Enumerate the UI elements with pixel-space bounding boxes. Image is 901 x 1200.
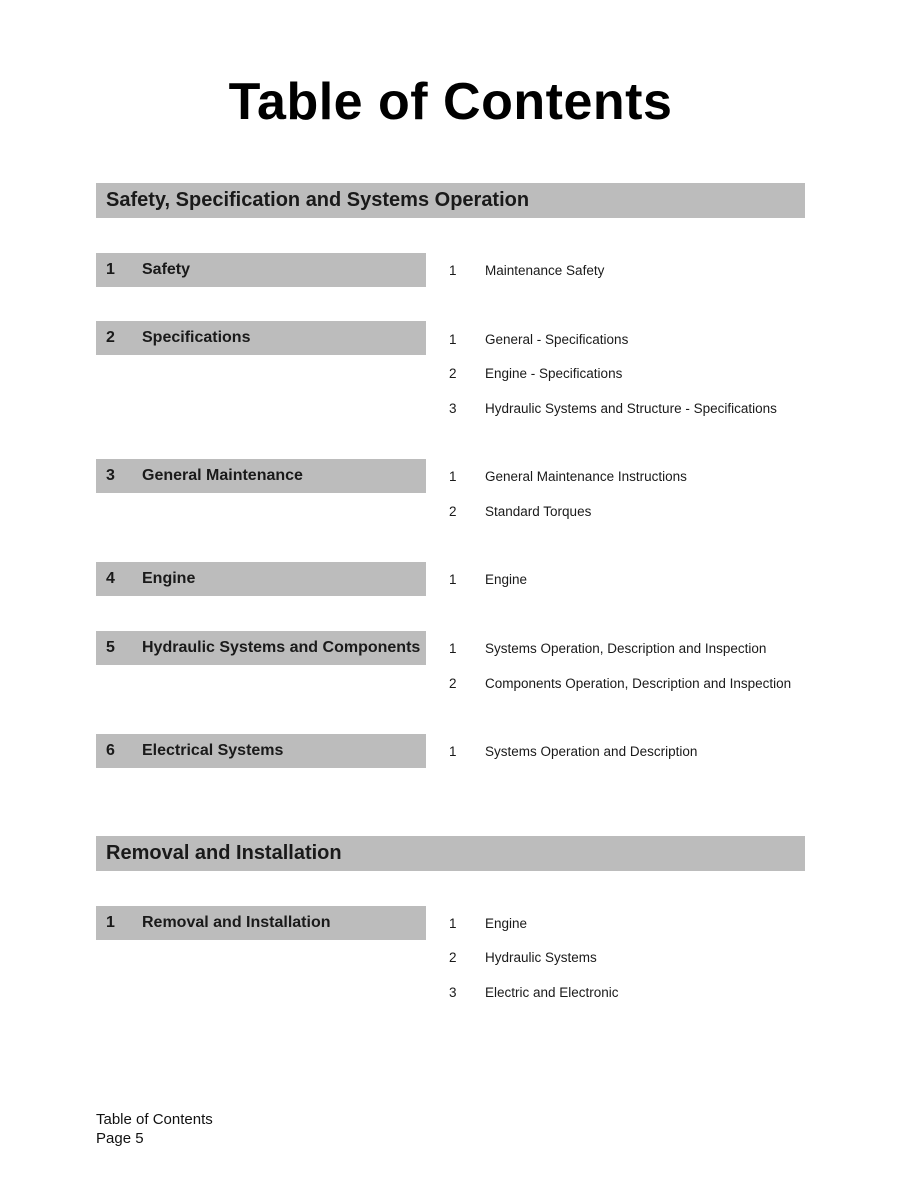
toc-entry[interactable] — [449, 260, 604, 280]
chapter-heading-general-maintenance[interactable] — [96, 459, 426, 493]
entry-number: 1 — [449, 640, 457, 656]
footer-page-number: Page 5 — [96, 1130, 144, 1147]
chapter-number: 3 — [106, 467, 115, 484]
toc-entry[interactable] — [449, 569, 527, 589]
toc-entry[interactable] — [449, 363, 622, 383]
chapter-heading-safety[interactable] — [96, 253, 426, 287]
entry-number: 3 — [449, 400, 457, 416]
entry-label: Electric and Electronic — [485, 984, 619, 1000]
entry-label: Engine — [485, 571, 528, 587]
entry-number: 2 — [449, 365, 457, 381]
entry-label: Hydraulic Systems — [485, 949, 597, 965]
toc-entry[interactable] — [449, 329, 628, 349]
chapter-number: 5 — [106, 639, 115, 656]
entry-number: 2 — [449, 503, 457, 519]
chapter-heading-electrical-systems[interactable] — [96, 734, 426, 768]
entry-label: Components Operation, Description and Inspection — [485, 675, 792, 691]
chapter-label: Specifications — [142, 329, 251, 346]
page-title: Table of Contents — [228, 73, 673, 131]
toc-entry[interactable] — [449, 638, 766, 658]
chapter-label: Electrical Systems — [142, 742, 284, 759]
toc-entry[interactable] — [449, 741, 697, 761]
chapter-heading-hydraulic-systems[interactable] — [96, 631, 426, 665]
entry-number: 2 — [449, 949, 457, 965]
chapter-label: Safety — [142, 261, 191, 278]
chapter-label: Hydraulic Systems and Components — [142, 639, 421, 656]
toc-entry[interactable] — [449, 501, 591, 521]
entry-label: General Maintenance Instructions — [485, 468, 687, 484]
entry-label: Hydraulic Systems and Structure - Specifications — [485, 400, 777, 416]
entry-number: 1 — [449, 915, 457, 931]
entry-number: 3 — [449, 984, 457, 1000]
entry-number: 1 — [449, 743, 457, 759]
entry-label: Maintenance Safety — [485, 262, 605, 278]
page-footer — [96, 1110, 213, 1148]
chapter-label: Removal and Installation — [142, 914, 331, 931]
toc-entry[interactable] — [449, 982, 619, 1002]
toc-entry[interactable] — [449, 398, 777, 418]
toc-entry[interactable] — [449, 913, 527, 933]
toc-entry[interactable] — [449, 673, 791, 693]
entry-number: 1 — [449, 331, 457, 347]
chapter-number: 1 — [106, 261, 115, 278]
chapter-number: 1 — [106, 914, 115, 931]
entry-label: Engine — [485, 915, 528, 931]
part-heading-safety-specification[interactable]: Safety, Specification and Systems Operation — [96, 183, 805, 218]
entry-number: 1 — [449, 571, 457, 587]
entry-label: Systems Operation, Description and Inspection — [485, 640, 767, 656]
toc-entry[interactable] — [449, 466, 687, 486]
chapter-heading-removal-installation[interactable] — [96, 906, 426, 940]
entry-number: 1 — [449, 262, 457, 278]
chapter-heading-engine[interactable] — [96, 562, 426, 596]
chapter-number: 6 — [106, 742, 115, 759]
chapter-label: Engine — [142, 570, 196, 587]
entry-label: General - Specifications — [485, 331, 629, 347]
entry-number: 2 — [449, 675, 457, 691]
entry-number: 1 — [449, 468, 457, 484]
chapter-number: 2 — [106, 329, 115, 346]
chapter-heading-specifications[interactable] — [96, 321, 426, 355]
entry-label: Engine - Specifications — [485, 365, 623, 381]
footer-title: Table of Contents — [96, 1111, 213, 1128]
part-heading-removal-installation[interactable]: Removal and Installation — [96, 836, 805, 871]
chapter-number: 4 — [106, 570, 115, 587]
entry-label: Standard Torques — [485, 503, 592, 519]
chapter-label: General Maintenance — [142, 467, 303, 484]
toc-entry[interactable] — [449, 947, 597, 967]
entry-label: Systems Operation and Description — [485, 743, 698, 759]
